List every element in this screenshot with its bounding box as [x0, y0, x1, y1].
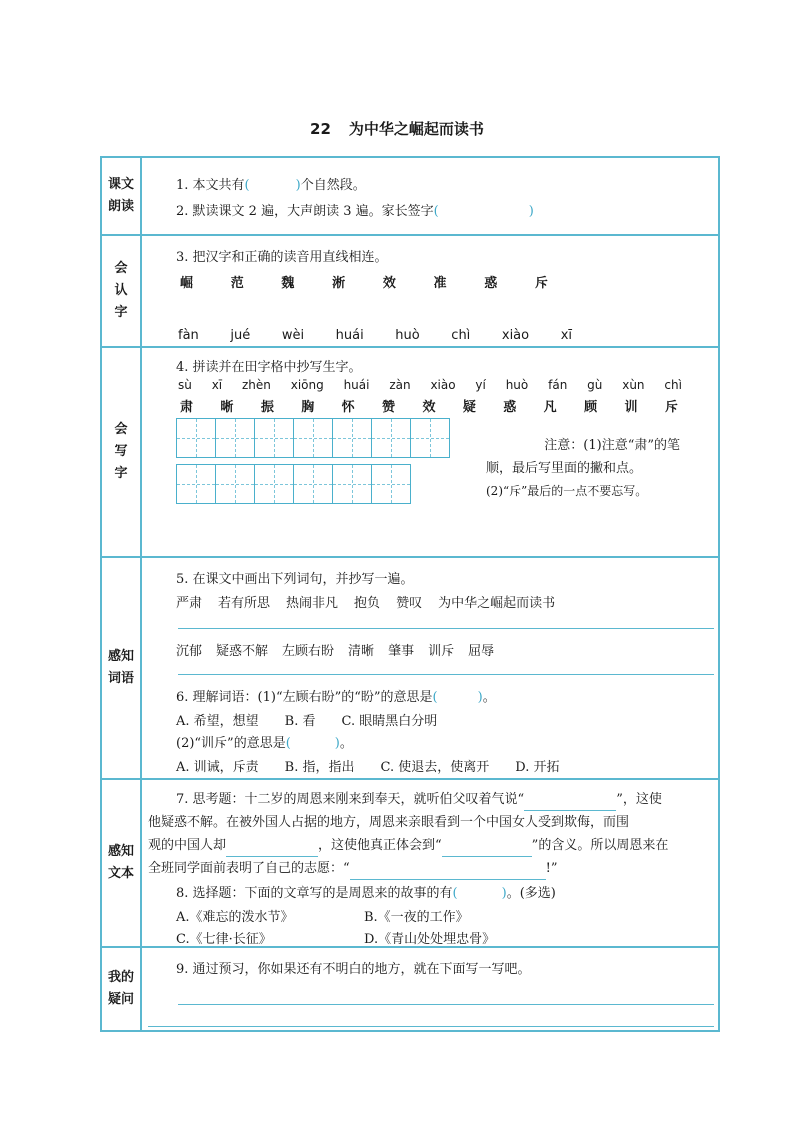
writing-note: 注意：(1)注意“肃”的笔 顺，最后写里面的撇和点。 (2)“斥”最后的一点不要忘写。 [486, 438, 680, 498]
section-label-text: 感知 文本 [102, 780, 142, 946]
pinyin-item: xùn [622, 378, 645, 392]
question-6a-options: A. 希望，想望 B. 看 C. 眼睛黑白分明 [176, 714, 438, 729]
words-line-2: 沉郁 疑惑不解 左顾右盼 清晰 肇事 训斥 屈辱 [176, 644, 495, 659]
question-7: 7. 思考题：十二岁的周恩来刚来到奉天，就听伯父叹着气说“ ”，这使 他疑惑不解。在被外国人占据的地方，周恩来亲眼看到一个中国女人受到欺侮，而围 观的中国人却 ，这使他真正体会到“ ”的含义。所以周恩来在 全班同学面前表明了自己的志愿：“ !” [148, 788, 668, 880]
worksheet-table [100, 156, 720, 1032]
char-item[interactable]: 崛 [180, 276, 194, 291]
question-3: 3. 把汉字和正确的读音用直线相连。 [176, 250, 388, 265]
pinyin-item: huái [343, 378, 370, 392]
question-5: 5. 在课文中画出下列词句，并抄写一遍。 [176, 572, 414, 587]
char-item[interactable]: 范 [230, 276, 244, 291]
pinyin-item[interactable]: wèi [281, 328, 305, 343]
tianzige-cell[interactable] [371, 464, 411, 504]
section-recognize [102, 236, 718, 348]
char-item: 顾 [584, 400, 598, 415]
tianzige-grid-row-2 [176, 464, 410, 504]
char-item: 训 [624, 400, 638, 415]
char-item[interactable]: 淅 [332, 276, 346, 291]
pinyin-item: huò [505, 378, 529, 392]
tianzige-grid-row-1 [176, 418, 449, 458]
recognize-chars-row [180, 272, 548, 291]
char-item: 凡 [543, 400, 557, 415]
tianzige-cell[interactable] [371, 418, 411, 458]
question-6b-options: A. 训诫，斥责 B. 指，指出 C. 使退去，使离开 D. 开拓 [176, 760, 560, 775]
section-questions [102, 948, 718, 1030]
char-item: 晰 [220, 400, 234, 415]
pinyin-item: chì [664, 378, 682, 392]
char-item: 振 [260, 400, 274, 415]
pinyin-item[interactable]: fàn [178, 328, 199, 343]
char-item: 赞 [382, 400, 396, 415]
lesson-title: 为中华之崛起而读书 [348, 120, 484, 138]
question-2: 2. 默读课文 2 遍，大声朗读 3 遍。家长签字( ) [176, 204, 534, 219]
question-9: 9. 通过预习，你如果还有不明白的地方，就在下面写一写吧。 [176, 962, 531, 977]
question-8-option-d[interactable]: D.《青山处处埋忠骨》 [364, 932, 496, 947]
tianzige-cell[interactable] [332, 418, 372, 458]
section-label-questions: 我的 疑问 [102, 948, 142, 1030]
char-item: 斥 [664, 400, 678, 415]
answer-blank-7d[interactable] [350, 879, 546, 880]
tianzige-cell[interactable] [176, 418, 216, 458]
char-item[interactable]: 惑 [484, 276, 498, 291]
section-label-read: 课文 朗读 [102, 158, 142, 234]
tianzige-cell[interactable] [410, 418, 450, 458]
char-item[interactable]: 准 [433, 276, 447, 291]
question-4: 4. 拼读并在田字格中抄写生字。 [176, 360, 362, 375]
pinyin-item[interactable]: chì [451, 328, 471, 343]
words-line-1: 严肃 若有所思 热闹非凡 抱负 赞叹 为中华之崛起而读书 [176, 596, 556, 611]
pinyin-item: zàn [389, 378, 411, 392]
pinyin-item[interactable]: jué [230, 328, 251, 343]
tianzige-cell[interactable] [254, 464, 294, 504]
section-read [102, 158, 718, 236]
char-item: 疑 [462, 400, 476, 415]
char-item[interactable]: 效 [382, 276, 396, 291]
pinyin-item: yí [475, 378, 486, 392]
char-item[interactable]: 斥 [534, 276, 548, 291]
copy-line-2[interactable] [178, 674, 714, 675]
write-chars-row [180, 396, 678, 415]
char-item: 效 [422, 400, 436, 415]
pinyin-item[interactable]: huái [335, 328, 364, 343]
question-8: 8. 选择题：下面的文章写的是周恩来的故事的有( )。(多选) [176, 886, 556, 901]
pinyin-item: xiōng [290, 378, 324, 392]
section-label-write: 会 写 字 [102, 348, 142, 556]
pinyin-item[interactable]: xī [560, 328, 572, 343]
page-title [0, 118, 794, 139]
lesson-number: 22 [310, 120, 331, 138]
pinyin-item: sù [178, 378, 192, 392]
section-label-words: 感知 词语 [102, 558, 142, 778]
question-write-line-1[interactable] [178, 1004, 714, 1005]
char-item: 胸 [301, 400, 315, 415]
tianzige-cell[interactable] [332, 464, 372, 504]
pinyin-item: zhèn [241, 378, 271, 392]
question-6a: 6. 理解词语：(1)“左顾右盼”的“盼”的意思是( )。 [176, 690, 496, 705]
question-6b: (2)“训斥”的意思是( )。 [176, 736, 353, 751]
tianzige-cell[interactable] [293, 418, 333, 458]
tianzige-cell[interactable] [254, 418, 294, 458]
question-write-line-2[interactable] [148, 1026, 714, 1027]
section-words [102, 558, 718, 780]
question-8-option-b[interactable]: B.《一夜的工作》 [364, 910, 469, 925]
question-8-option-a[interactable]: A.《难忘的泼水节》 [176, 910, 294, 925]
tianzige-cell[interactable] [215, 464, 255, 504]
pinyin-item: gù [587, 378, 603, 392]
section-write [102, 348, 718, 558]
tianzige-cell[interactable] [176, 464, 216, 504]
char-item: 肃 [180, 400, 194, 415]
pinyin-item: xiào [430, 378, 456, 392]
pinyin-item[interactable]: xiào [501, 328, 530, 343]
pinyin-item: xī [211, 378, 223, 392]
pinyin-item: fán [548, 378, 568, 392]
tianzige-cell[interactable] [293, 464, 333, 504]
question-8-option-c[interactable]: C.《七律·长征》 [176, 932, 272, 947]
question-1: 1. 本文共有( )个自然段。 [176, 178, 366, 193]
recognize-pinyin-row [178, 328, 572, 343]
tianzige-cell[interactable] [215, 418, 255, 458]
pinyin-item[interactable]: huò [395, 328, 420, 343]
copy-line-1[interactable] [178, 628, 714, 629]
section-text [102, 780, 718, 948]
char-item: 怀 [341, 400, 355, 415]
section-label-recognize: 会 认 字 [102, 236, 142, 346]
char-item[interactable]: 魏 [281, 276, 295, 291]
char-item: 惑 [503, 400, 517, 415]
write-pinyin-row [178, 378, 682, 392]
